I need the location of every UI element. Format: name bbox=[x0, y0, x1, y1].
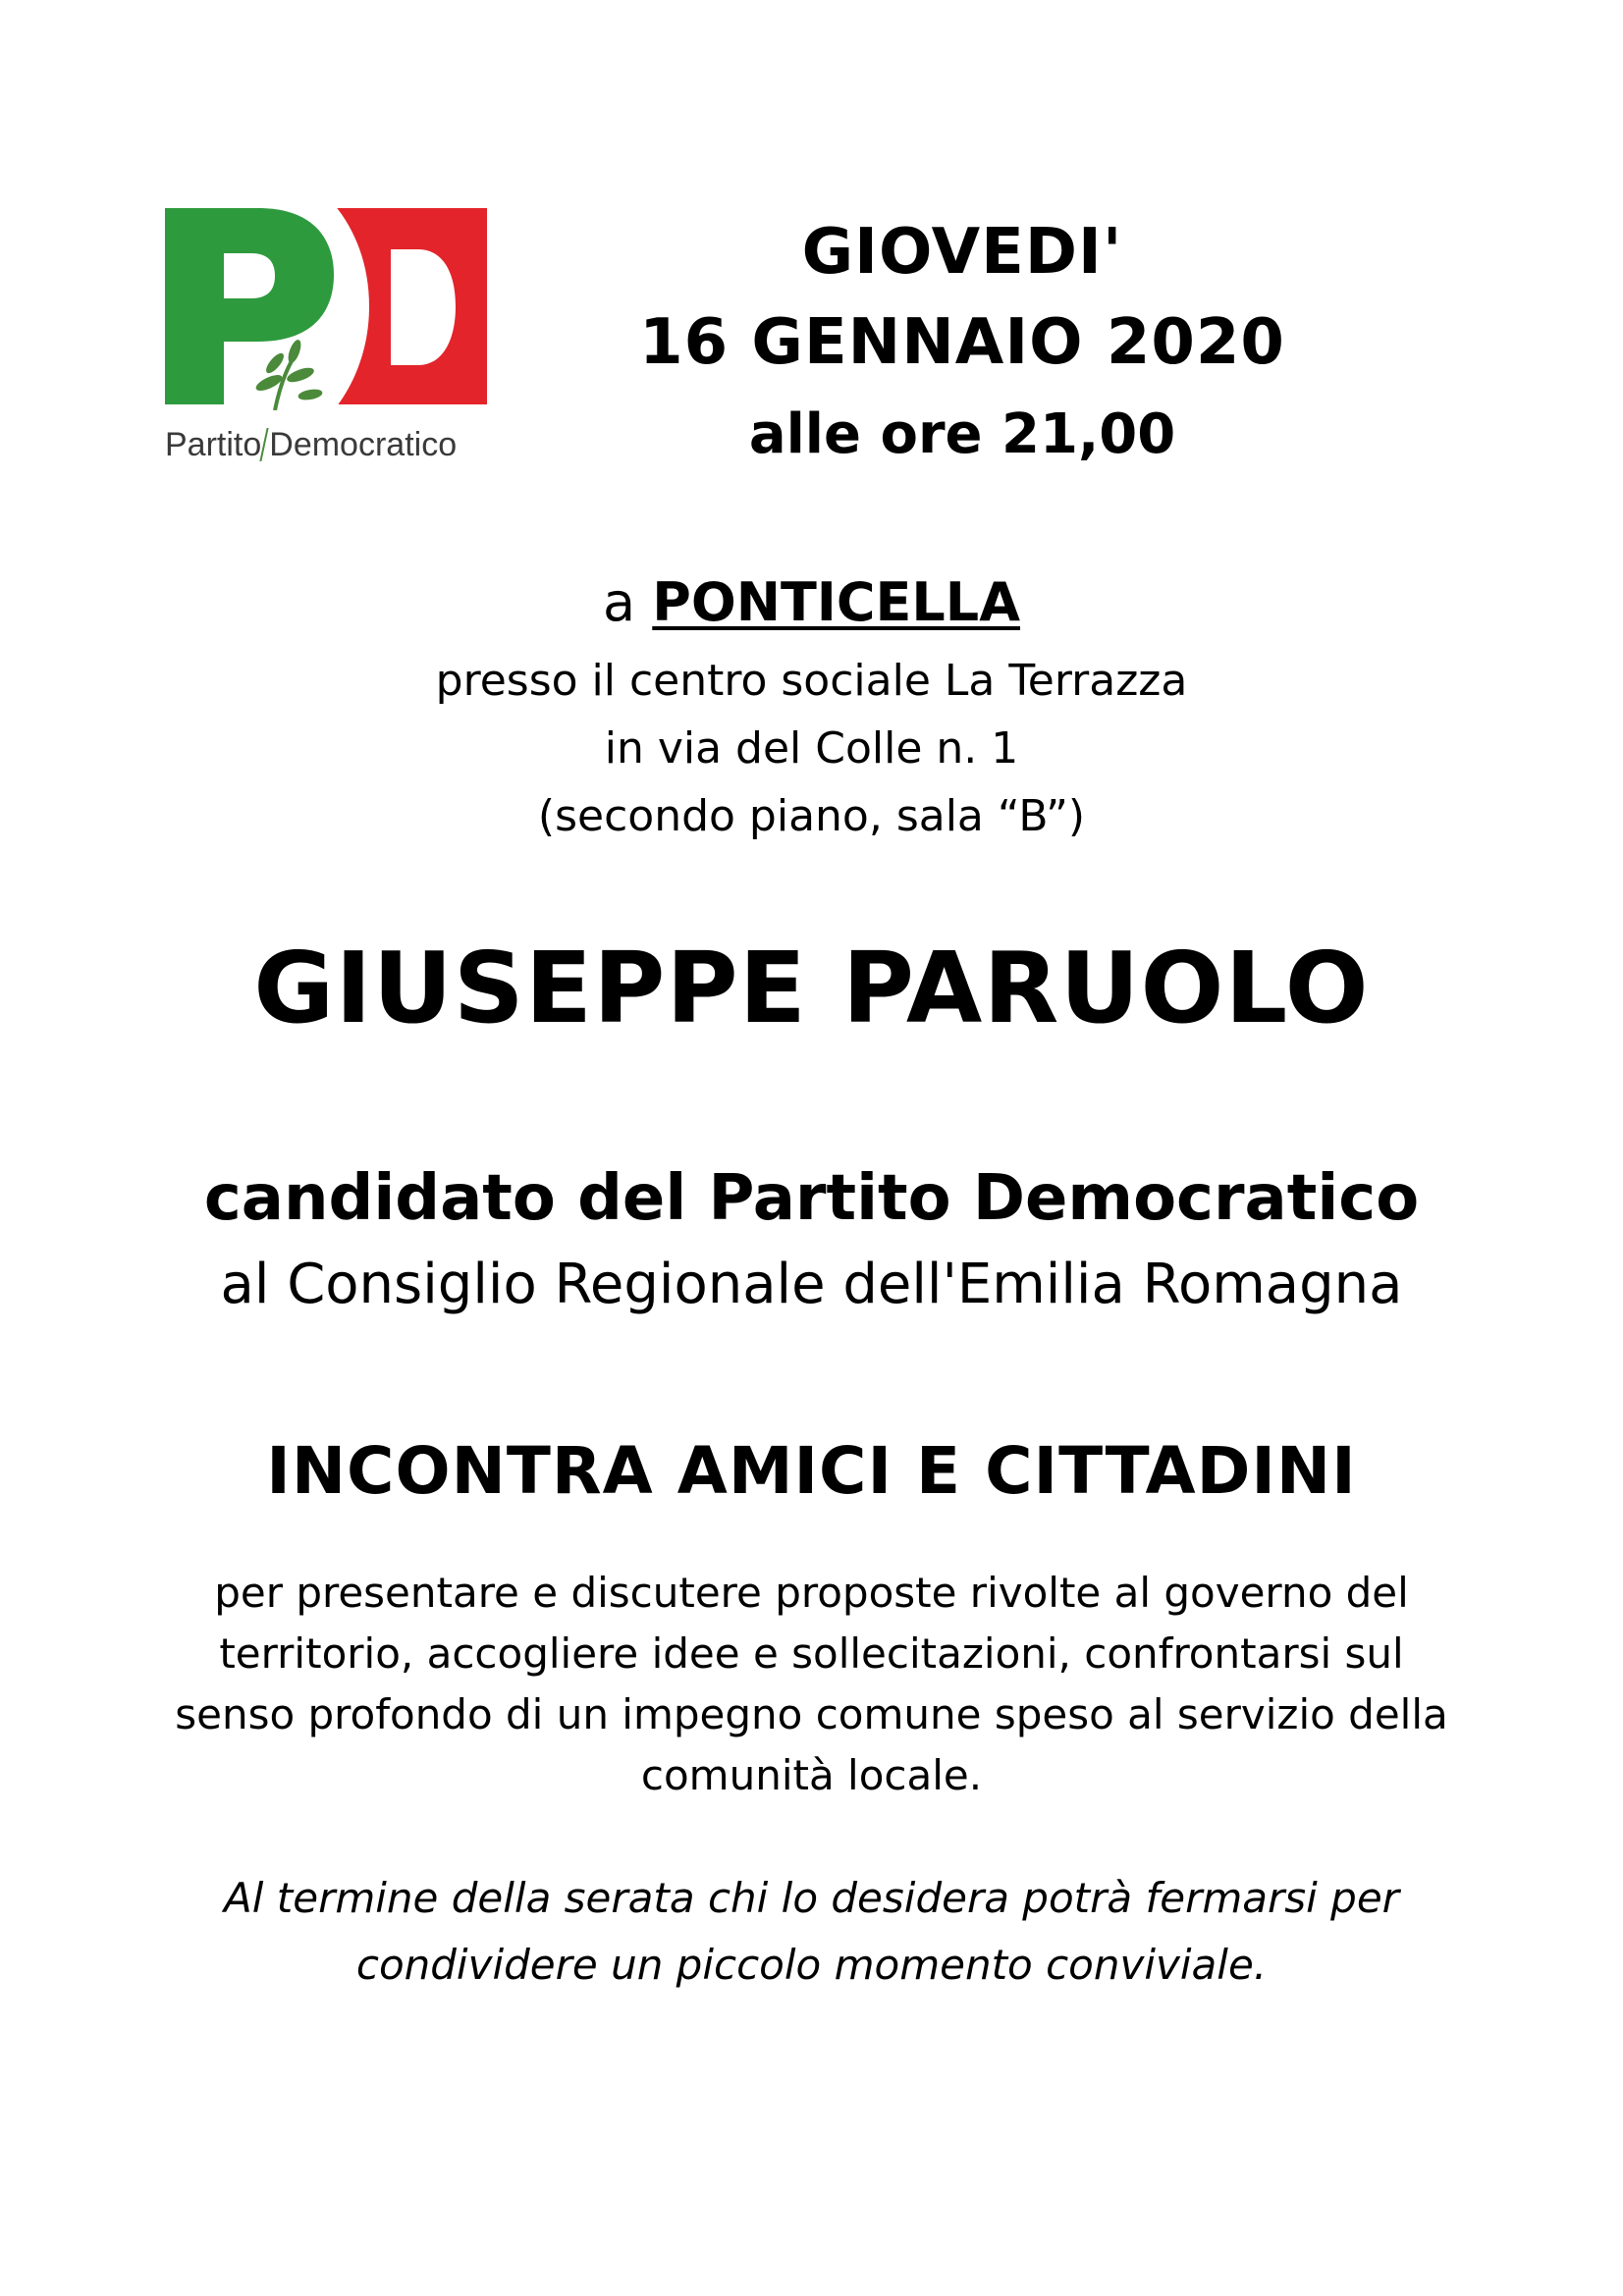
body-line: senso profondo di un impegno comune speso al servizio della bbox=[175, 1690, 1448, 1738]
location-prefix: a bbox=[603, 571, 636, 633]
body-line: territorio, accogliere idee e sollecitazioni, confrontarsi sul bbox=[219, 1629, 1404, 1678]
location-address: in via del Colle n. 1 bbox=[604, 723, 1019, 774]
body-line: per presentare e discutere proposte rivolte al governo del bbox=[214, 1569, 1409, 1617]
event-date: 16 GENNAIO 2020 bbox=[639, 306, 1285, 379]
body-paragraph bbox=[147, 1563, 1476, 1806]
location-title bbox=[295, 571, 1328, 633]
closing-line: condividere un piccolo momento conviviale. bbox=[355, 1941, 1268, 1989]
closing-line: Al termine della serata chi lo desidera potrà fermarsi per bbox=[224, 1874, 1399, 1922]
olive-branch-icon bbox=[254, 339, 322, 410]
pd-party-logo bbox=[165, 204, 487, 471]
closing-note bbox=[147, 1865, 1476, 1999]
logo-caption-left: Partito bbox=[165, 426, 262, 463]
location-venue: presso il centro sociale La Terrazza bbox=[435, 656, 1188, 706]
event-day: GIOVEDI' bbox=[801, 216, 1123, 289]
candidate-council: al Consiglio Regionale dell'Emilia Romagna bbox=[220, 1253, 1403, 1316]
candidate-name: GIUSEPPE PARUOLO bbox=[253, 931, 1370, 1045]
pd-logo-icon bbox=[165, 204, 487, 410]
headline: INCONTRA AMICI E CITTADINI bbox=[266, 1433, 1357, 1509]
logo-letter-d bbox=[332, 208, 487, 404]
logo-caption-right: Democratico bbox=[269, 426, 458, 463]
body-line: comunità locale. bbox=[640, 1751, 983, 1799]
event-time: alle ore 21,00 bbox=[748, 402, 1176, 466]
location-place: PONTICELLA bbox=[652, 571, 1020, 633]
logo-caption bbox=[165, 426, 487, 464]
candidate-role: candidato del Partito Democratico bbox=[203, 1162, 1420, 1235]
location-room: (secondo piano, sala “B”) bbox=[537, 791, 1086, 841]
